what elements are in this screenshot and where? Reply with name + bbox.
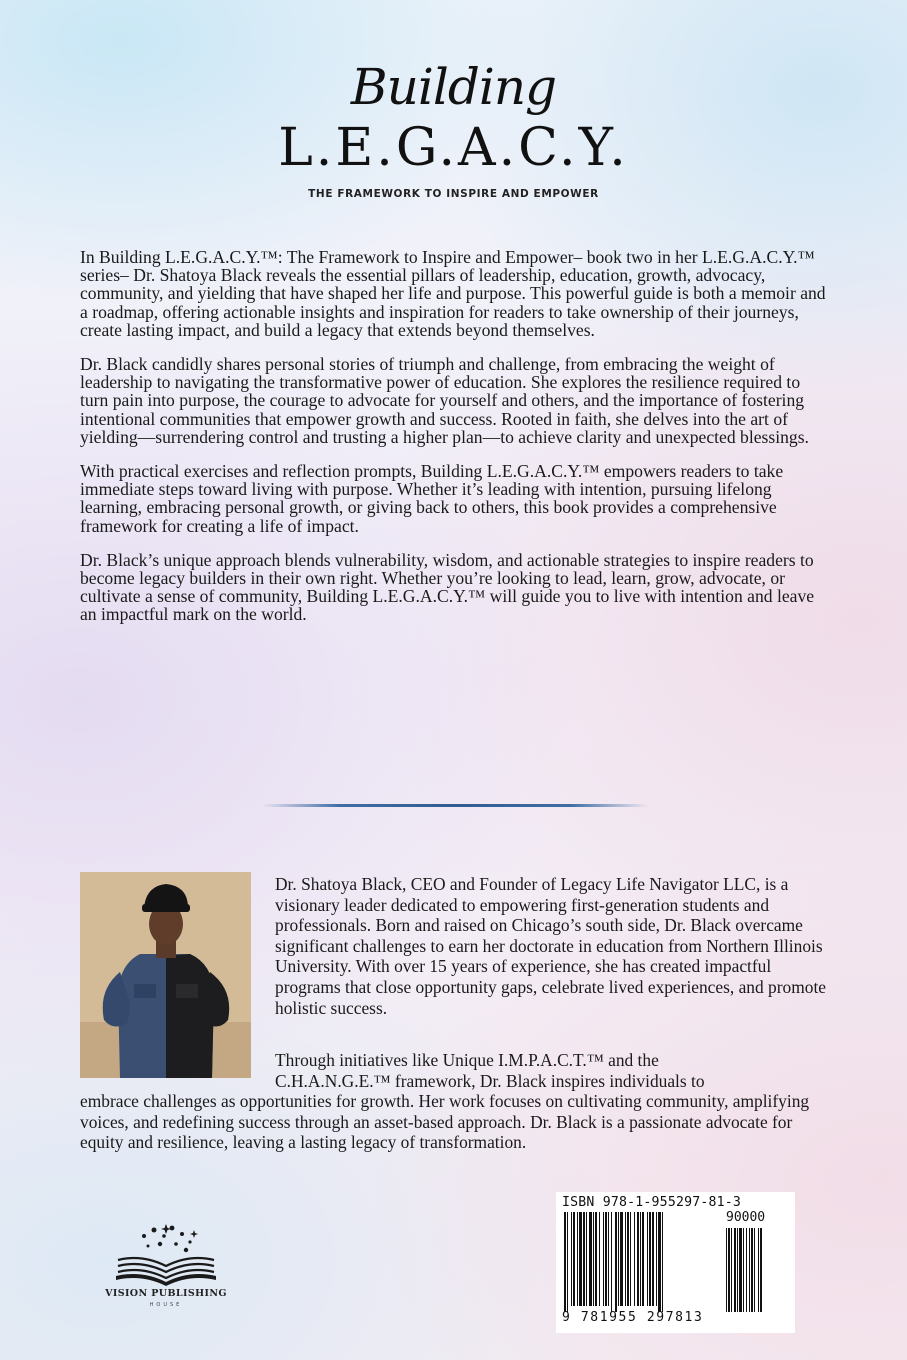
barcode-bar: [627, 1212, 629, 1306]
barcode-bar: [571, 1212, 572, 1306]
subtitle: THE FRAMEWORK TO INSPIRE AND EMPOWER: [308, 188, 599, 200]
barcode-bar: [611, 1212, 612, 1312]
barcode-addon-bar: [758, 1228, 759, 1312]
barcode-bar: [620, 1212, 623, 1306]
description-paragraph-3: With practical exercises and reflection prompts, Building L.E.G.A.C.Y.™ empowers readers to take immediate steps toward living with purpose. Whether it’s leading with intention, pursuing lifelong learning, embracing personal growth, or giving back to others, this book provides a comprehensive framework for creating a life of impact.: [80, 461, 784, 536]
barcode-addon-bar: [751, 1228, 753, 1312]
author-bio-second: [80, 1050, 840, 1153]
open-book-stars-icon: [96, 1222, 236, 1286]
barcode-bar: [615, 1212, 617, 1312]
barcode-bar: [573, 1212, 575, 1306]
author-silhouette-icon: [80, 872, 251, 1078]
title-script: Building: [350, 58, 557, 116]
barcode-bar: [662, 1212, 663, 1312]
barcode-bar: [586, 1212, 587, 1306]
barcode-bar: [640, 1212, 641, 1306]
barcode-addon-bar: [754, 1228, 755, 1312]
description-paragraph-1: In Building L.E.G.A.C.Y.™: The Framework to Inspire and Empower– book two in her L.E.G.A.C.Y.™ series– Dr. Shatoya Black reveals the essential pillars of leadership, education, growth, advocacy, community, and yielding that have shaped her life and purpose. This powerful guide is both a memoir and a roadmap, offering actionable insights and inspiration for readers to take ownership of their journeys, create lasting impact, and build a legacy that extends beyond themselves.: [80, 247, 826, 340]
barcode-bar: [593, 1212, 594, 1306]
barcode-bar: [656, 1212, 657, 1306]
publisher-name: VISION PUBLISHING: [105, 1288, 227, 1299]
author-bio-rest: embrace challenges as opportunities for growth. Her work focuses on cultivating community, amplifying voices, and redefining success through an asset-based approach. Dr. Black is a passionate advocate for equity and resilience, leaving a lasting legacy of transformation.: [80, 1091, 810, 1153]
barcode-addon-bar: [726, 1228, 727, 1312]
barcode-bar: [564, 1212, 566, 1312]
barcode-addon-bar: [743, 1228, 744, 1312]
barcode-addon-bar: [749, 1228, 750, 1312]
barcode-bars-icon: [562, 1212, 790, 1312]
section-divider: [262, 804, 648, 807]
barcode-bar: [583, 1212, 585, 1306]
barcode-bar: [577, 1212, 578, 1306]
author-bio-line-1: Through initiatives like Unique I.M.P.A.C.T.™ and the: [275, 1050, 659, 1070]
barcode-bar: [649, 1212, 651, 1306]
barcode-bar: [579, 1212, 582, 1306]
barcode-bar: [567, 1212, 568, 1312]
barcode-bar: [589, 1212, 592, 1306]
barcode-bar: [625, 1212, 626, 1306]
barcode-addon-bar: [746, 1228, 747, 1312]
book-description: [80, 248, 830, 640]
barcode-bar: [630, 1212, 631, 1306]
barcode-addon-bar: [728, 1228, 730, 1312]
publisher-sub: HOUSE: [149, 1302, 183, 1308]
author-bio-line-2: C.H.A.N.G.E.™ framework, Dr. Black inspires individuals to: [275, 1070, 705, 1091]
title-main: L.E.G.A.C.Y.: [278, 118, 629, 178]
barcode-bar: [599, 1212, 600, 1306]
description-paragraph-4: Dr. Black’s unique approach blends vulnerability, wisdom, and actionable strategies to inspire readers to become legacy builders in their own right. Whether you’re looking to lead, learn, grow, advocate, or cultivate a sense of community, Building L.E.G.A.C.Y.™ will guide you to live with intention and leave an impactful mark on the world.: [80, 549, 815, 625]
barcode-addon-bar: [760, 1228, 762, 1312]
ean-number: 9 781955 297813: [562, 1310, 704, 1325]
author-photo: [80, 872, 251, 1078]
barcode-addon-bar: [731, 1228, 732, 1312]
barcode-addon-bar: [737, 1228, 738, 1312]
author-bio-top: Dr. Shatoya Black, CEO and Founder of Legacy Life Navigator LLC, is a visionary leader dedicated to empowering first-generation students and professionals. Born and raised on Chicago’s south side, Dr. Black overcame significant challenges to earn her doctorate in education from Northern Illinois University. With over 15 years of experience, she has created impactful programs that close opportunity gaps, celebrate lived experiences, and promote holistic success.: [275, 874, 826, 1018]
barcode-bar: [608, 1212, 609, 1306]
isbn-number: ISBN 978-1-955297-81-3: [562, 1195, 742, 1210]
barcode-bar: [637, 1212, 639, 1306]
barcode-bar: [634, 1212, 635, 1306]
barcode-bar: [605, 1212, 607, 1306]
barcode-addon-bar: [734, 1228, 736, 1312]
barcode-bar: [658, 1212, 661, 1312]
barcode-bar: [603, 1212, 604, 1306]
barcode-addon-bar: [739, 1228, 742, 1312]
barcode-bar: [595, 1212, 597, 1306]
barcode-bar: [642, 1212, 644, 1306]
barcode-bar: [618, 1212, 619, 1306]
barcode-bar: [652, 1212, 654, 1306]
price-code: 90000: [726, 1210, 766, 1225]
isbn-barcode: [556, 1192, 795, 1333]
description-paragraph-2: Dr. Black candidly shares personal stories of triumph and challenge, from embracing the weight of leadership to navigating the transformative power of education. She explores the resilience required to turn pain into purpose, the courage to advocate for yourself and others, and the importance of fostering intentional communities that empower growth and success. Rooted in faith, she delves into the art of yielding—surrendering control and trusting a higher plan—to achieve clarity and unexpected blessings.: [80, 354, 809, 447]
barcode-bar: [647, 1212, 648, 1306]
publisher-logo: [96, 1222, 236, 1322]
